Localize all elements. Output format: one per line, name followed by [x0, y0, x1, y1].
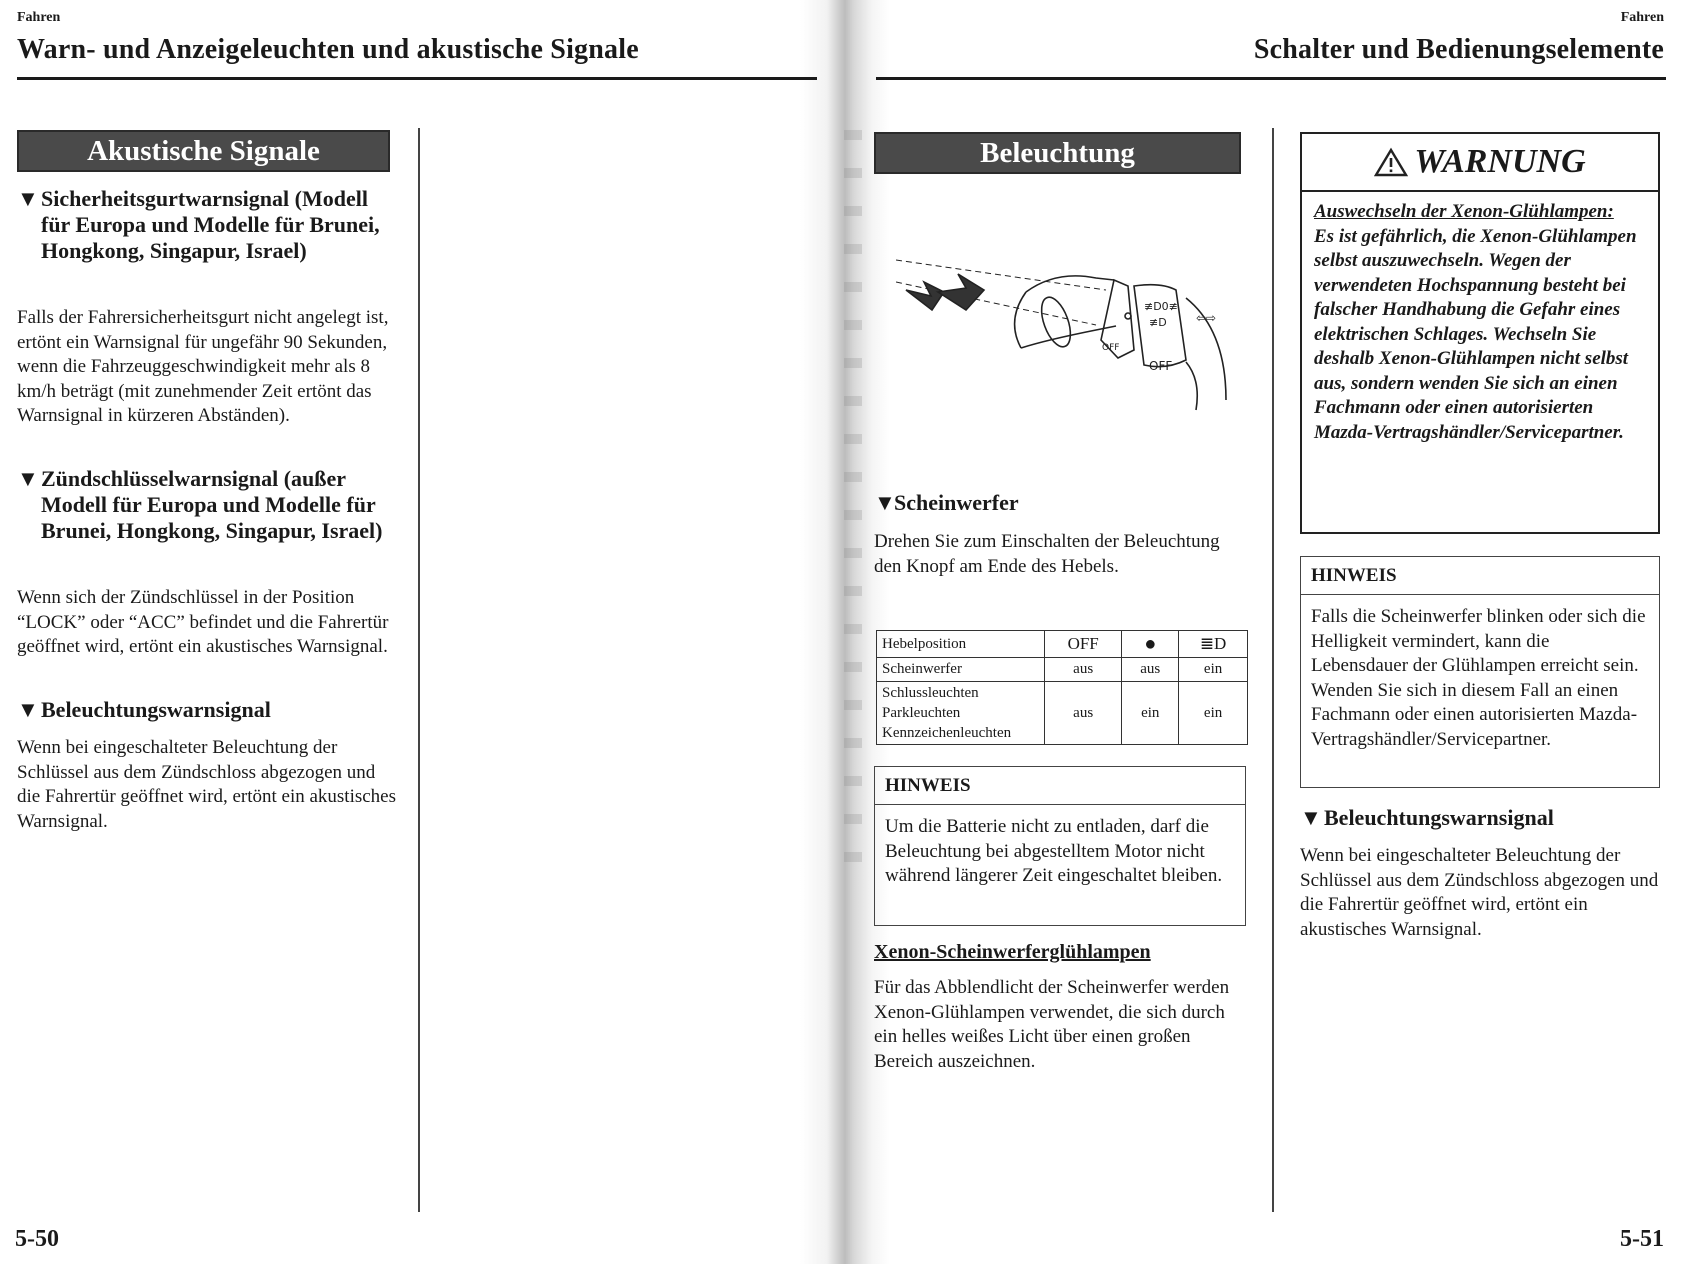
table-cell: ein	[1179, 658, 1248, 682]
heading-xenon: Xenon-Scheinwerferglühlampen	[874, 941, 1151, 963]
paragraph-zuendschluesselwarnsignal: Wenn sich der Zündschlüssel in der Position “LOCK” oder “ACC” befindet und die Fahrertür geöffnet wird, ertönt ein akustisches Warnsignal.	[17, 587, 389, 657]
paragraph-beleuchtungswarnsignal: Wenn bei eingeschalteter Beleuchtung der Schlüssel aus dem Zündschloss abgezogen und die Fahrertür geöffnet wird, ertönt ein akustisches Warnsignal.	[1300, 845, 1659, 940]
right-page	[846, 0, 1692, 1264]
table-cell: ein	[1179, 682, 1248, 745]
section-banner: Beleuchtung	[874, 132, 1241, 174]
svg-text:OFF: OFF	[1149, 359, 1173, 373]
table-header-row	[877, 631, 1248, 658]
warnung-body	[1302, 192, 1658, 455]
paragraph-scheinwerfer: Drehen Sie zum Einschalten der Beleuchtung den Knopf am Ende des Hebels.	[874, 531, 1220, 577]
triangle-down-icon: ▼	[17, 186, 39, 211]
table-cell: aus	[1122, 658, 1179, 682]
paragraph-beleuchtungswarnsignal: Wenn bei eingeschalteter Beleuchtung der Schlüssel aus dem Zündschloss abgezogen und die Fahrertür geöffnet wird, ertönt ein akustisches Warnsignal.	[17, 737, 397, 832]
table-header-cell: OFF	[1045, 631, 1122, 658]
svg-text:⇦⇨: ⇦⇨	[1196, 311, 1217, 325]
warnung-box	[1300, 132, 1660, 534]
column-divider	[418, 128, 420, 1212]
chapter-title: Schalter und Bedienungselemente	[1253, 34, 1664, 65]
heading-scheinwerfer: ▼Scheinwerfer	[874, 490, 1019, 515]
section-label: Fahren	[1620, 10, 1664, 25]
svg-text:OFF: OFF	[1102, 343, 1120, 353]
triangle-down-icon: ▼	[17, 697, 39, 722]
triangle-down-icon: ▼	[1300, 805, 1322, 830]
paragraph-xenon: Für das Abblendlicht der Scheinwerfer werden Xenon-Glühlampen verwendet, die sich durch ein helles weißes Licht über einen großen Bereich auszeichnen.	[874, 977, 1230, 1072]
table-cell: ein	[1122, 682, 1179, 745]
hinweis-title: HINWEIS	[875, 767, 1245, 805]
svg-text:≢D: ≢D	[1149, 316, 1167, 329]
table-header-cell: Hebelposition	[877, 631, 1045, 658]
heading-gurtwarnsignal: ▼ Sicherheitsgurtwarnsignal (Modell für Europa und Modelle für Brunei, Hongkong, Singapur, Israel)	[17, 186, 380, 263]
table-row	[877, 682, 1248, 745]
left-page	[0, 0, 832, 1264]
section-label: Fahren	[17, 10, 61, 25]
light-position-table	[876, 630, 1248, 745]
header-rule	[876, 77, 1666, 80]
table-row	[877, 658, 1248, 682]
table-cell-label: Scheinwerfer	[877, 658, 1045, 682]
hinweis-box-battery	[874, 766, 1246, 926]
table-header-cell-headlight-icon: ≣D	[1179, 631, 1248, 658]
page-number: 5-50	[15, 1226, 59, 1252]
triangle-down-icon: ▼	[17, 466, 39, 491]
warnung-text: Es ist gefährlich, die Xenon-Glühlampen selbst auszuwechseln. Wegen der verwendeten Hochspannung besteht bei falscher Handhabung die Gefahr eines elektrischen Schlages. Wechseln Sie deshalb Xenon-Glühlampen nicht selbst aus, sondern wenden Sie sich an einen Fachmann oder einen autorisierten Mazda-Vertragshändler/Servicepartner.	[1314, 225, 1637, 443]
warning-triangle-icon	[1374, 147, 1408, 177]
hinweis-box-lamp-life	[1300, 556, 1660, 788]
warnung-title: WARNUNG	[1302, 134, 1658, 192]
chapter-title: Warn- und Anzeigeleuchten und akustische Signale	[17, 34, 639, 65]
hinweis-title: HINWEIS	[1301, 557, 1659, 595]
table-header-cell-parking-icon: ●	[1122, 631, 1179, 658]
table-cell: aus	[1045, 658, 1122, 682]
heading-beleuchtungswarnsignal: ▼ Beleuchtungswarnsignal	[1300, 805, 1554, 830]
paragraph-gurtwarnsignal: Falls der Fahrersicherheitsgurt nicht angelegt ist, ertönt ein Warnsignal für ungefähr 90 Sekunden, wenn die Fahrzeuggeschwindigkeit mehr als 8 km/h beträgt (mit zunehmender Zeit ertönt das Warnsignal in kürzeren Abständen).	[17, 307, 389, 426]
section-banner: Akustische Signale	[17, 130, 390, 172]
warnung-subtitle: Auswechseln der Xenon-Glühlampen:	[1314, 201, 1614, 222]
hinweis-body: Falls die Scheinwerfer blinken oder sich die Helligkeit vermindert, kann die Lebensdauer der Glühlampen erreicht sein. Wenden Sie sich in diesem Fall an einen Fachmann oder einen autorisierten Mazda-Vertragshändler/Servicepartner.	[1311, 606, 1646, 750]
light-switch-lever-illustration	[896, 230, 1246, 420]
table-cell-label: Schlussleuchten Parkleuchten Kennzeichenleuchten	[877, 682, 1045, 745]
hinweis-body: Um die Batterie nicht zu entladen, darf die Beleuchtung bei abgestelltem Motor nicht während längerer Zeit eingeschaltet bleiben.	[885, 816, 1223, 886]
svg-text:≢D0≢: ≢D0≢	[1144, 300, 1178, 313]
triangle-down-icon: ▼	[874, 490, 896, 515]
heading-beleuchtungswarnsignal: ▼ Beleuchtungswarnsignal	[17, 697, 271, 722]
page-number: 5-51	[1620, 1226, 1664, 1252]
heading-zuendschluesselwarnsignal: ▼ Zündschlüsselwarnsignal (außer Modell für Europa und Modelle für Brunei, Hongkong, Singapur, Israel)	[17, 466, 383, 543]
column-divider	[1272, 128, 1274, 1212]
header-rule	[17, 77, 817, 80]
table-cell: aus	[1045, 682, 1122, 745]
